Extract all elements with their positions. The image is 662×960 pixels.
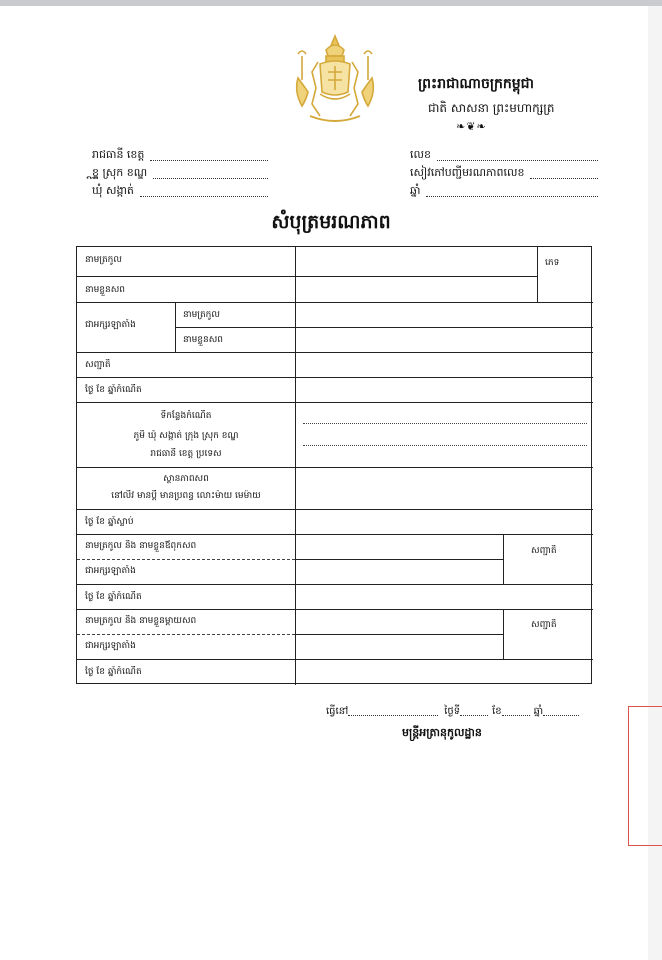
commune-field[interactable] (140, 195, 268, 197)
month-field[interactable] (502, 714, 530, 716)
latin-surname-field[interactable] (303, 305, 587, 325)
mother-name-label: នាមត្រកូល និង នាមខ្លួនម្តាយសព (85, 616, 197, 626)
capital-province-line (92, 148, 268, 164)
civil-registrar-signature-title: មន្ត្រីអត្រានុកូលដ្ឋាន (402, 726, 482, 739)
mother-nationality-label: សញ្ជាតិ (531, 620, 557, 630)
birth-date-field[interactable] (303, 380, 587, 400)
year-field[interactable] (426, 195, 598, 197)
father-name-field[interactable] (303, 537, 499, 557)
mother-latin-field[interactable] (303, 637, 499, 657)
year-line (410, 184, 598, 200)
latin-surname-label: នាមត្រកូល (183, 310, 220, 320)
latin-script-label: ជាអក្សរឡាតាំង (85, 320, 136, 330)
death-date-field[interactable] (303, 512, 587, 532)
document-title: សំបុត្រមរណភាព (271, 211, 391, 233)
birthplace-field[interactable] (303, 407, 587, 463)
father-latin-field[interactable] (303, 562, 499, 582)
latin-given-name-field[interactable] (303, 330, 587, 350)
footer-year-label: ឆ្នាំ (533, 706, 544, 717)
commune-line (92, 184, 268, 200)
royal-emblem-icon (290, 32, 380, 124)
birthplace-city-label: រាជធានី ខេត្ត ប្រទេស (150, 449, 222, 459)
surname-label: នាមត្រកូល (85, 255, 122, 265)
made-at-label: ធ្វើនៅ (326, 706, 349, 717)
mother-birth-date-field[interactable] (303, 662, 587, 682)
father-birth-date-label: ថ្ងៃ ខែ ឆ្នាំកំណើត (85, 592, 142, 602)
district-label: ខ្ណ្ឌ ស្រុក ខណ្ឌ (92, 166, 148, 179)
district-field[interactable] (153, 177, 268, 179)
day-label: ថ្ងៃទី (444, 706, 461, 717)
footer-date-line (326, 704, 579, 719)
year-label: ឆ្នាំ (410, 184, 421, 197)
district-line (92, 166, 268, 182)
nationality-label: សញ្ជាតិ (85, 360, 111, 370)
register-book-line (410, 166, 598, 182)
surname-field[interactable] (303, 251, 533, 273)
death-date-label: ថ្ងៃ ខែ ឆ្នាំស្លាប់ (85, 517, 134, 527)
latin-given-name-label: នាមខ្លួនសព (183, 335, 223, 345)
number-line (410, 148, 598, 164)
month-label: ខែ (492, 706, 502, 717)
register-book-label: សៀវភៅបញ្ជីមរណភាពលេខ (410, 166, 525, 179)
capital-province-field[interactable] (150, 159, 268, 161)
given-name-label: នាមខ្លួនសព (85, 285, 125, 295)
number-field[interactable] (437, 159, 598, 161)
capital-province-label: រាជធានី ខេត្ត (92, 148, 145, 161)
ornament-divider: ❧❦❧ (456, 120, 487, 133)
nationality-field[interactable] (303, 355, 587, 375)
marital-status-title: ស្ថានភាពសព (163, 474, 209, 484)
birthplace-title: ទីកន្លែងកំណើត (160, 411, 212, 421)
father-nationality-label: សញ្ជាតិ (531, 546, 557, 556)
father-name-label: នាមត្រកូល និង នាមខ្លួនឪពុកសព (85, 541, 197, 551)
day-field[interactable] (460, 714, 488, 716)
mother-birth-date-label: ថ្ងៃ ខែ ឆ្នាំកំណើត (85, 667, 142, 677)
commune-label: ឃុំ សង្កាត់ (92, 184, 134, 197)
birthplace-village-label: ភូមិ ឃុំ សង្កាត់ ក្រុង ស្រុក ខណ្ឌ (133, 431, 239, 441)
sex-label: ភេទ (545, 258, 560, 268)
red-corner-mark (628, 706, 662, 846)
mother-name-field[interactable] (303, 612, 499, 632)
marital-status-options: នៅលីវ មានប្តី មានប្រពន្ធ លោះម៉ាយ មេម៉ាយ (111, 491, 261, 501)
death-certificate-form (76, 246, 592, 684)
father-latin-label: ជាអក្សរឡាតាំង (85, 566, 136, 576)
mother-latin-label: ជាអក្សរឡាតាំង (85, 641, 136, 651)
given-name-field[interactable] (303, 279, 533, 299)
father-birth-date-field[interactable] (303, 587, 587, 607)
made-at-field[interactable] (348, 714, 438, 716)
register-book-field[interactable] (530, 177, 598, 179)
national-motto: ជាតិ សាសនា ព្រះមហាក្សត្រ (428, 101, 555, 115)
birth-date-label: ថ្ងៃ ខែ ឆ្នាំកំណើត (85, 385, 142, 395)
number-label: លេខ (410, 148, 431, 161)
kingdom-title: ព្រះរាជាណាចក្រកម្ពុជា (418, 76, 535, 92)
marital-status-field[interactable] (303, 471, 587, 505)
footer-year-field[interactable] (543, 714, 579, 716)
